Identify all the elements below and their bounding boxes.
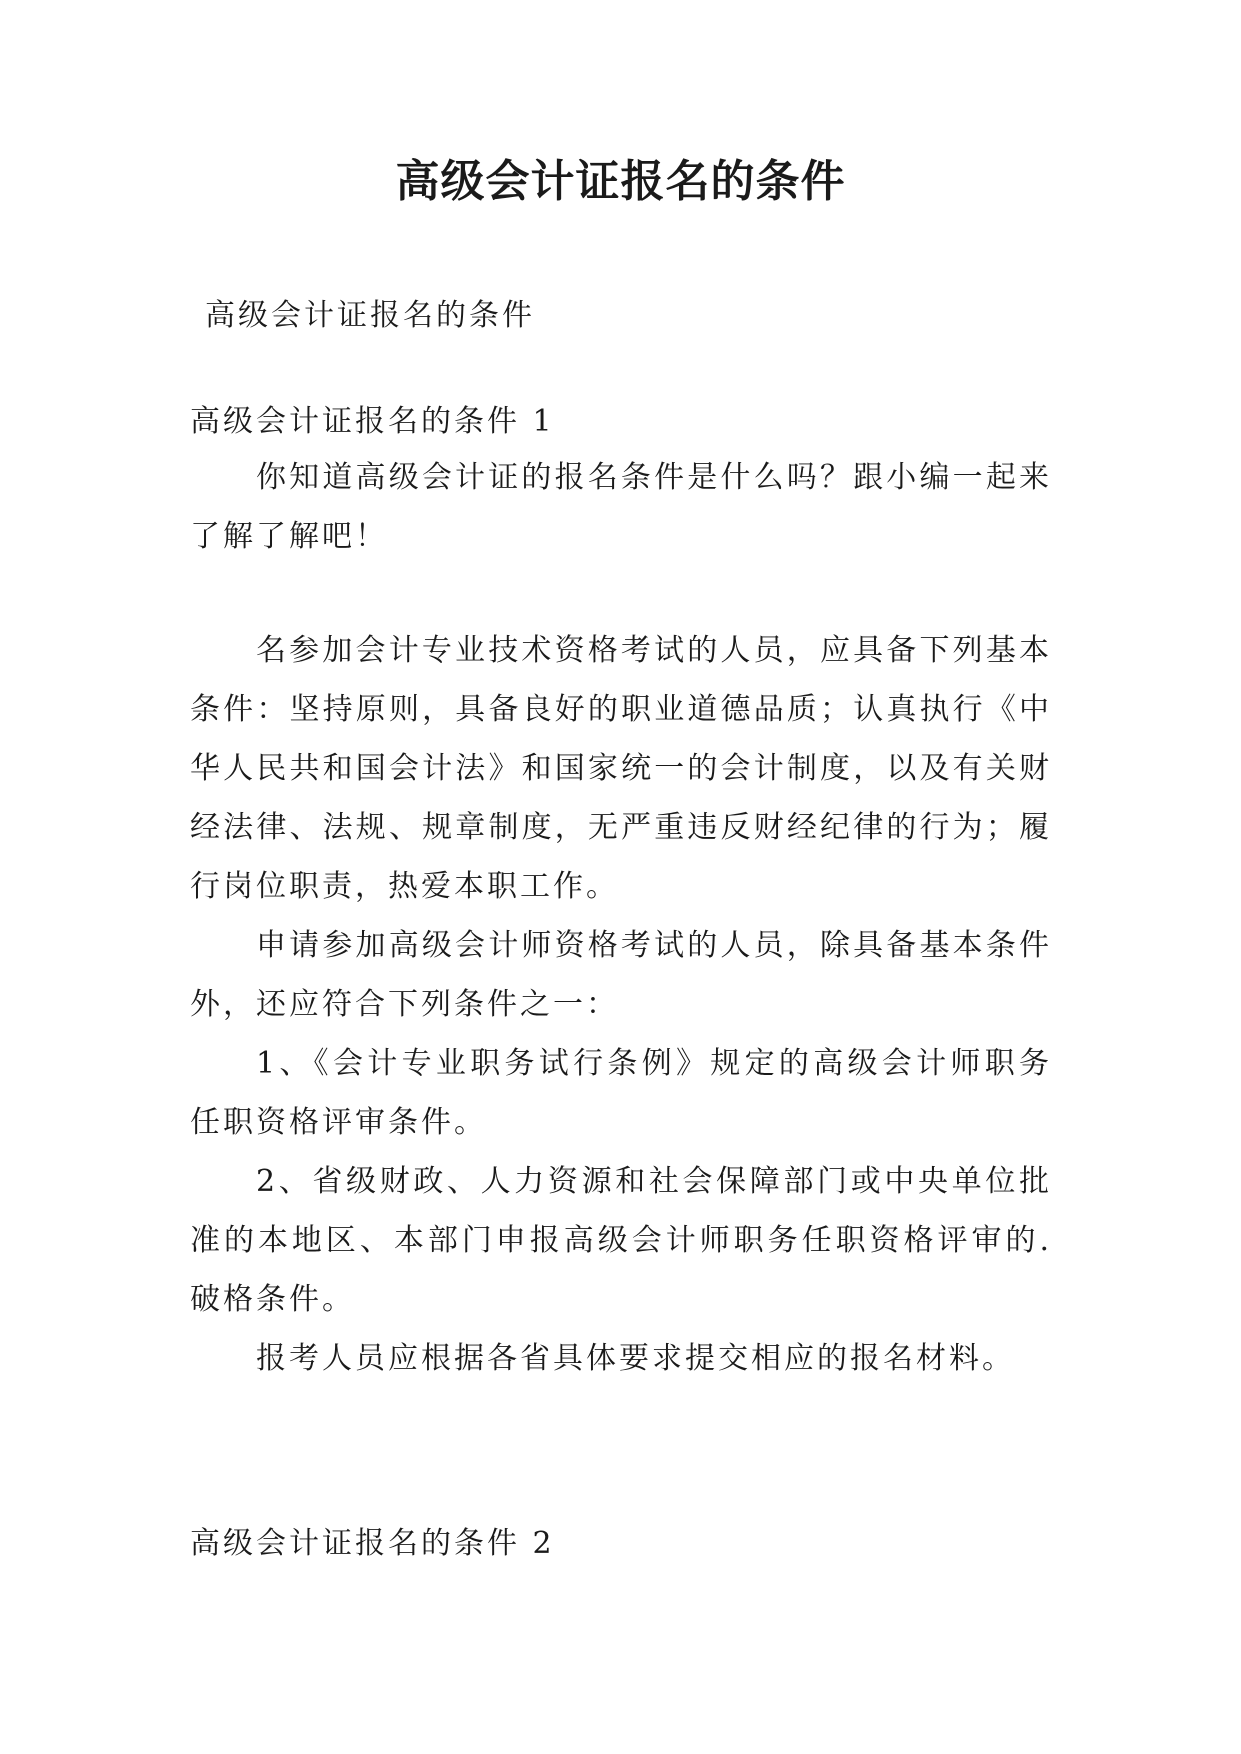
section-1-heading: 高级会计证报名的条件 1	[190, 404, 555, 439]
section-1-paragraph-5: 2、省级财政、人力资源和社会保障部门或中央单位批准的本地区、本部门申报高级会计师职务任职资格评审的.破格条件。	[190, 1164, 1052, 1317]
section-1-paragraph-3: 申请参加高级会计师资格考试的人员，除具备基本条件外，还应符合下列条件之一：	[190, 928, 1052, 1022]
section-1-paragraph-1: 你知道高级会计证的报名条件是什么吗？跟小编一起来了解了解吧！	[190, 460, 1052, 554]
document-title: 高级会计证报名的条件	[395, 156, 846, 207]
section-2-heading: 高级会计证报名的条件 2	[190, 1526, 555, 1561]
section-1-paragraph-4: 1、《会计专业职务试行条例》规定的高级会计师职务任职资格评审条件。	[190, 1046, 1052, 1140]
section-1-paragraph-6: 报考人员应根据各省具体要求提交相应的报名材料。	[256, 1341, 1015, 1376]
section-1-paragraph-2: 名参加会计专业技术资格考试的人员，应具备下列基本条件：坚持原则，具备良好的职业道德品质；认真执行《中华人民共和国会计法》和国家统一的会计制度，以及有关财经法律、法规、规章制度，无严重违反财经纪律的行为；履行岗位职责，热爱本职工作。	[190, 633, 1052, 904]
document-subtitle: 高级会计证报名的条件	[205, 298, 535, 333]
